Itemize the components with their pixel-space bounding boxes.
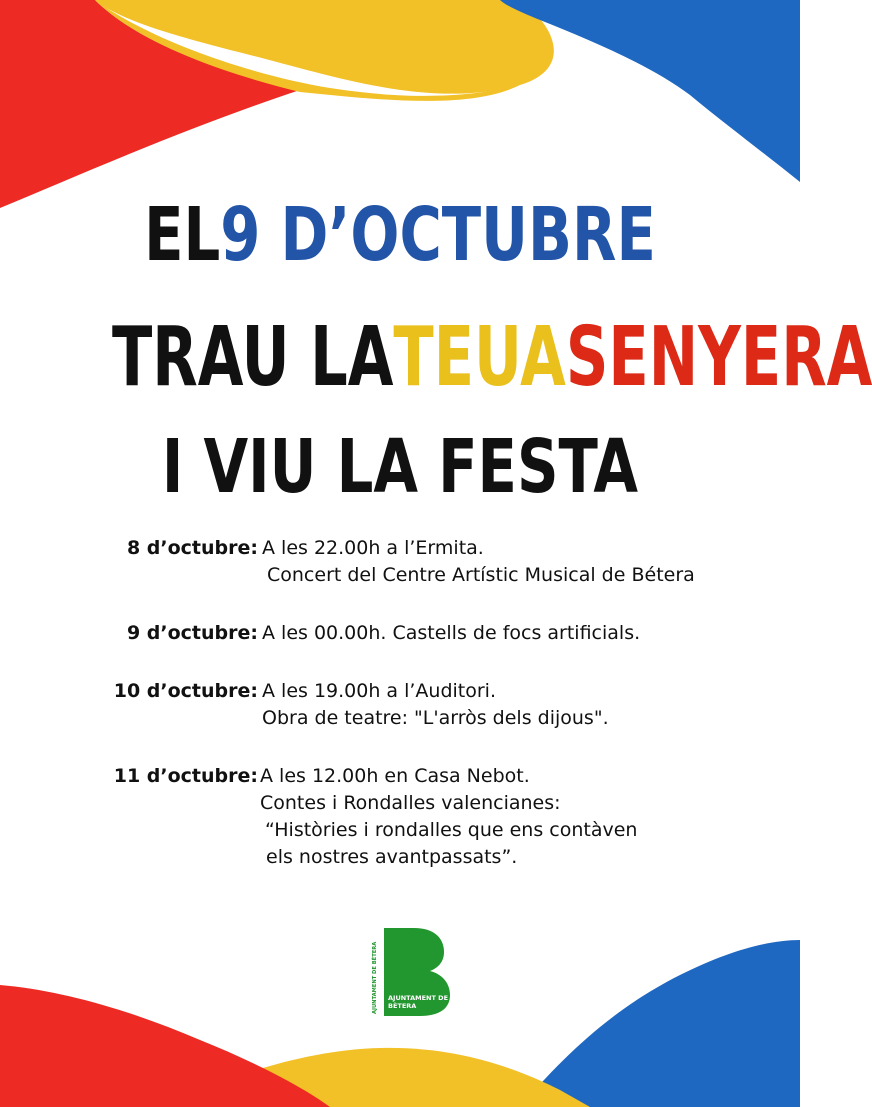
ajuntament-betera-logo-icon bbox=[370, 928, 452, 1016]
event-line: Concert del Centre Artístic Musical de Bétera bbox=[267, 564, 695, 586]
event-date: 8 d’octubre: bbox=[126, 537, 258, 559]
headline-line-2 bbox=[112, 310, 872, 405]
headline-teua: TEUA bbox=[393, 310, 566, 405]
event-details bbox=[260, 763, 637, 871]
event-line: A les 22.00h a l’Ermita. bbox=[262, 537, 484, 559]
headline-date: 9 D’OCTUBRE bbox=[220, 192, 656, 278]
event-item bbox=[0, 535, 800, 589]
event-item bbox=[0, 620, 800, 647]
bottom-red-wave bbox=[0, 985, 330, 1107]
logo-vertical-text: AJUNTAMENT DE BÈTERA bbox=[372, 941, 378, 1014]
event-line: els nostres avantpassats”. bbox=[266, 846, 518, 868]
event-date: 11 d’octubre: bbox=[113, 765, 258, 787]
event-line: A les 00.00h. Castells de focs artificials. bbox=[262, 622, 641, 644]
event-details bbox=[262, 678, 609, 732]
bottom-blue-wave bbox=[520, 940, 800, 1107]
events-list bbox=[0, 535, 800, 902]
headline-trau-la: TRAU LA bbox=[112, 310, 394, 405]
logo-text-line-2: BÈTERA bbox=[388, 1002, 417, 1010]
headline-el: EL bbox=[144, 192, 221, 278]
event-date: 10 d’octubre: bbox=[113, 680, 258, 702]
event-line: Obra de teatre: "L'arròs dels dijous". bbox=[262, 707, 609, 729]
event-line: A les 12.00h en Casa Nebot. bbox=[260, 765, 530, 787]
event-date: 9 d’octubre: bbox=[126, 622, 258, 644]
event-line: “Històries i rondalles que ens contàven bbox=[265, 819, 638, 841]
headline-line-1 bbox=[88, 192, 712, 278]
headline-viu-la-festa: I VIU LA FESTA bbox=[161, 424, 639, 510]
event-item bbox=[0, 763, 800, 871]
event-line: A les 19.00h a l’Auditori. bbox=[262, 680, 497, 702]
event-details bbox=[262, 535, 695, 589]
event-line: Contes i Rondalles valencianes: bbox=[260, 792, 561, 814]
headline-line-3 bbox=[88, 424, 712, 510]
headline-senyera: SENYERA bbox=[565, 310, 872, 405]
event-details bbox=[262, 620, 640, 647]
logo-text-line-1: AJUNTAMENT DE bbox=[388, 994, 449, 1002]
event-item bbox=[0, 678, 800, 732]
